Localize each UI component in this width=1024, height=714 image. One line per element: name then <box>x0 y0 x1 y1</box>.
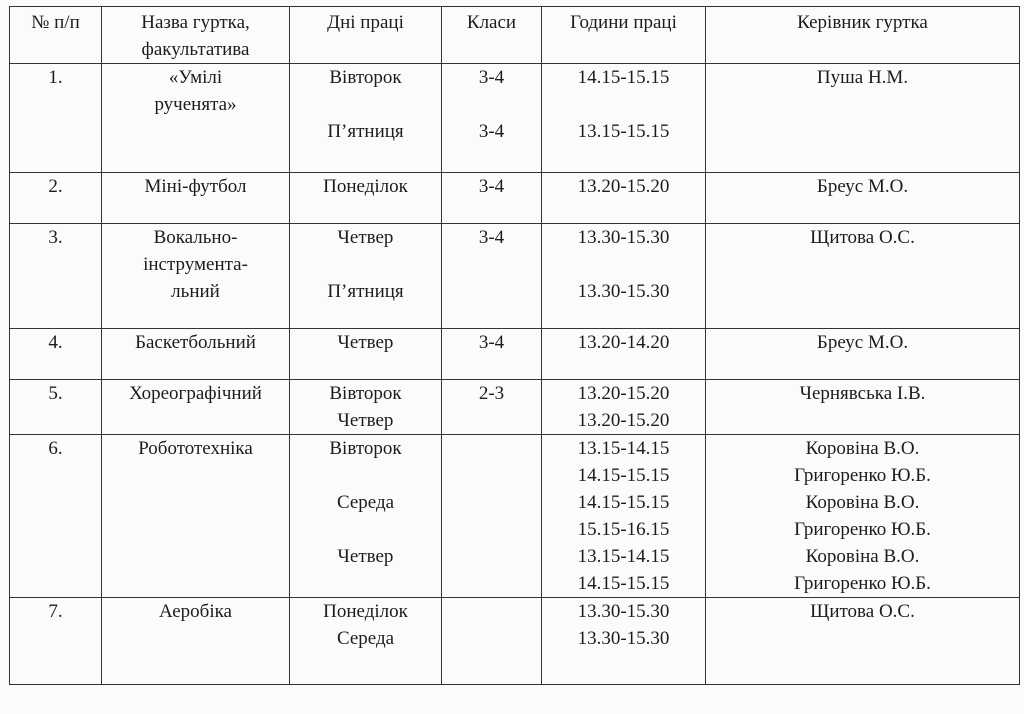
work-hours: 13.20-14.20 <box>542 329 706 380</box>
row-number: 4. <box>10 329 102 380</box>
row-number: 7. <box>10 598 102 685</box>
work-days: Понеділок Середа <box>290 598 442 685</box>
classes: 3-4 <box>442 173 542 224</box>
classes: 2-3 <box>442 380 542 435</box>
club-name: Вокально- інструмента- льний <box>102 224 290 329</box>
table-row <box>10 329 1020 380</box>
header-days: Дні праці <box>290 7 442 64</box>
club-leader: Пуша Н.М. <box>706 64 1020 173</box>
club-leader: Щитова О.С. <box>706 224 1020 329</box>
classes: 3-4 <box>442 224 542 329</box>
classes <box>442 598 542 685</box>
club-leader: Коровіна В.О. Григоренко Ю.Б. Коровіна В.О. Григоренко Ю.Б. Коровіна В.О. Григоренко Ю.Б. <box>706 435 1020 598</box>
table-header-row <box>10 7 1020 64</box>
work-hours: 13.15-14.15 14.15-15.15 14.15-15.15 15.15-16.15 13.15-14.15 14.15-15.15 <box>542 435 706 598</box>
row-number: 5. <box>10 380 102 435</box>
table-row <box>10 598 1020 685</box>
table-row <box>10 64 1020 173</box>
work-days: Вівторок П’ятниця <box>290 64 442 173</box>
table-row <box>10 435 1020 598</box>
club-leader: Бреус М.О. <box>706 329 1020 380</box>
header-classes: Класи <box>442 7 542 64</box>
classes: 3-4 3-4 <box>442 64 542 173</box>
header-num: № п/п <box>10 7 102 64</box>
work-days: Четвер П’ятниця <box>290 224 442 329</box>
work-days: Вівторок Четвер <box>290 380 442 435</box>
header-name: Назва гуртка, факультатива <box>102 7 290 64</box>
work-hours: 13.30-15.30 13.30-15.30 <box>542 598 706 685</box>
table-row <box>10 224 1020 329</box>
table-row <box>10 173 1020 224</box>
work-days: Вівторок Середа Четвер <box>290 435 442 598</box>
row-number: 6. <box>10 435 102 598</box>
row-number: 3. <box>10 224 102 329</box>
work-days: Четвер <box>290 329 442 380</box>
club-name: «Умілі рученята» <box>102 64 290 173</box>
club-name: Хореографічний <box>102 380 290 435</box>
clubs-schedule-table <box>9 6 1020 685</box>
classes <box>442 435 542 598</box>
work-days: Понеділок <box>290 173 442 224</box>
club-name: Аеробіка <box>102 598 290 685</box>
club-leader: Бреус М.О. <box>706 173 1020 224</box>
header-hours: Години праці <box>542 7 706 64</box>
row-number: 2. <box>10 173 102 224</box>
club-name: Баскетбольний <box>102 329 290 380</box>
work-hours: 14.15-15.15 13.15-15.15 <box>542 64 706 173</box>
work-hours: 13.20-15.20 13.20-15.20 <box>542 380 706 435</box>
club-name: Міні-футбол <box>102 173 290 224</box>
classes: 3-4 <box>442 329 542 380</box>
table-row <box>10 380 1020 435</box>
work-hours: 13.30-15.30 13.30-15.30 <box>542 224 706 329</box>
row-number: 1. <box>10 64 102 173</box>
header-leader: Керівник гуртка <box>706 7 1020 64</box>
club-name: Робототехніка <box>102 435 290 598</box>
work-hours: 13.20-15.20 <box>542 173 706 224</box>
club-leader: Щитова О.С. <box>706 598 1020 685</box>
club-leader: Чернявська І.В. <box>706 380 1020 435</box>
